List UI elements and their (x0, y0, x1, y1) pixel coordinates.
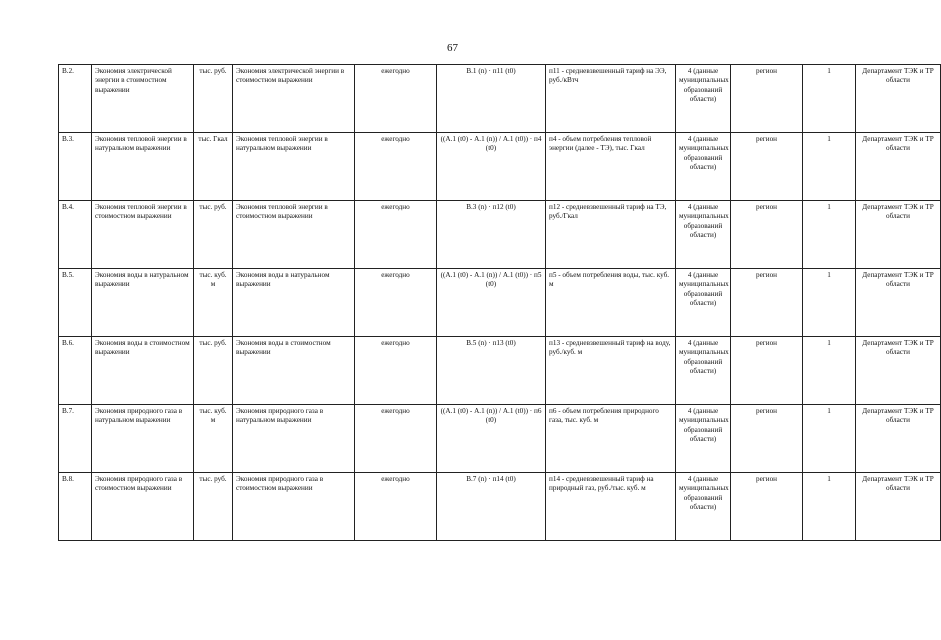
indicator-name-cell: Экономия воды в стоимостном выражении (92, 337, 194, 405)
data-source-cell: 4 (данные муниципальных образований области) (676, 473, 731, 541)
indicator-code-cell: В.6. (59, 337, 92, 405)
indicator-name-cell: Экономия природного газа в стоимостном выражении (92, 473, 194, 541)
unit-of-measure-cell: тыс. куб. м (194, 405, 233, 473)
territorial-level-cell: регион (731, 201, 803, 269)
data-source-cell: 4 (данные муниципальных образований области) (676, 269, 731, 337)
variable-definition-cell: п4 - объем потребления тепловой энергии (далее - ТЭ), тыс. Гкал (546, 133, 676, 201)
table-row (59, 201, 941, 269)
calculation-formula-cell: ((А.1 (t0) - А.1 (n)) / А.1 (t0)) · п6 (t0) (437, 405, 546, 473)
responsible-body-cell: Департамент ТЭК и ТР области (856, 405, 941, 473)
update-frequency-cell: ежегодно (355, 65, 437, 133)
table-row (59, 405, 941, 473)
indicator-count-cell: 1 (803, 405, 856, 473)
calculation-formula-cell: В.3 (n) · п12 (t0) (437, 201, 546, 269)
calculation-formula-cell: В.7 (n) · п14 (t0) (437, 473, 546, 541)
indicator-description-cell: Экономия воды в стоимостном выражении (233, 337, 355, 405)
indicator-count-cell: 1 (803, 133, 856, 201)
indicator-code-cell: В.8. (59, 473, 92, 541)
responsible-body-cell: Департамент ТЭК и ТР области (856, 201, 941, 269)
unit-of-measure-cell: тыс. руб. (194, 201, 233, 269)
calculation-formula-cell: ((А.1 (t0) - А.1 (n)) / А.1 (t0)) · п5 (t0) (437, 269, 546, 337)
data-source-cell: 4 (данные муниципальных образований области) (676, 337, 731, 405)
indicator-table (58, 64, 941, 541)
territorial-level-cell: регион (731, 133, 803, 201)
indicator-description-cell: Экономия природного газа в стоимостном выражении (233, 473, 355, 541)
territorial-level-cell: регион (731, 65, 803, 133)
unit-of-measure-cell: тыс. Гкал (194, 133, 233, 201)
unit-of-measure-cell: тыс. руб. (194, 65, 233, 133)
data-source-cell: 4 (данные муниципальных образований области) (676, 405, 731, 473)
variable-definition-cell: п6 - объем потребления природного газа, тыс. куб. м (546, 405, 676, 473)
indicator-description-cell: Экономия воды в натуральном выражении (233, 269, 355, 337)
data-source-cell: 4 (данные муниципальных образований области) (676, 133, 731, 201)
indicator-code-cell: В.5. (59, 269, 92, 337)
variable-definition-cell: п11 - средневзвешенный тариф на ЭЭ, руб./кВтч (546, 65, 676, 133)
indicator-name-cell: Экономия электрической энергии в стоимостном выражении (92, 65, 194, 133)
variable-definition-cell: п13 - средневзвешенный тариф на воду, руб./куб. м (546, 337, 676, 405)
indicator-name-cell: Экономия природного газа в натуральном выражении (92, 405, 194, 473)
table-row (59, 65, 941, 133)
indicator-count-cell: 1 (803, 201, 856, 269)
calculation-formula-cell: В.1 (n) · п11 (t0) (437, 65, 546, 133)
table-row (59, 133, 941, 201)
variable-definition-cell: п5 - объем потребления воды, тыс. куб. м (546, 269, 676, 337)
table-row (59, 269, 941, 337)
update-frequency-cell: ежегодно (355, 133, 437, 201)
calculation-formula-cell: ((А.1 (t0) - А.1 (n)) / А.1 (t0)) · п4 (t0) (437, 133, 546, 201)
indicator-name-cell: Экономия воды в натуральном выражении (92, 269, 194, 337)
territorial-level-cell: регион (731, 473, 803, 541)
indicator-name-cell: Экономия тепловой энергии в стоимостном выражении (92, 201, 194, 269)
data-source-cell: 4 (данные муниципальных образований области) (676, 201, 731, 269)
responsible-body-cell: Департамент ТЭК и ТР области (856, 269, 941, 337)
responsible-body-cell: Департамент ТЭК и ТР области (856, 65, 941, 133)
unit-of-measure-cell: тыс. руб. (194, 473, 233, 541)
calculation-formula-cell: В.5 (n) · п13 (t0) (437, 337, 546, 405)
indicator-code-cell: В.7. (59, 405, 92, 473)
unit-of-measure-cell: тыс. куб. м (194, 269, 233, 337)
responsible-body-cell: Департамент ТЭК и ТР области (856, 337, 941, 405)
indicator-code-cell: В.2. (59, 65, 92, 133)
update-frequency-cell: ежегодно (355, 201, 437, 269)
variable-definition-cell: п12 - средневзвешенный тариф на ТЭ, руб./Гкал (546, 201, 676, 269)
indicator-count-cell: 1 (803, 269, 856, 337)
indicator-count-cell: 1 (803, 337, 856, 405)
responsible-body-cell: Департамент ТЭК и ТР области (856, 473, 941, 541)
table-row (59, 337, 941, 405)
indicator-description-cell: Экономия тепловой энергии в натуральном выражении (233, 133, 355, 201)
table-row (59, 473, 941, 541)
territorial-level-cell: регион (731, 405, 803, 473)
indicator-description-cell: Экономия природного газа в натуральном выражении (233, 405, 355, 473)
update-frequency-cell: ежегодно (355, 337, 437, 405)
unit-of-measure-cell: тыс. руб. (194, 337, 233, 405)
data-source-cell: 4 (данные муниципальных образований области) (676, 65, 731, 133)
update-frequency-cell: ежегодно (355, 405, 437, 473)
page-number: 67 (447, 42, 458, 54)
indicator-code-cell: В.3. (59, 133, 92, 201)
indicator-count-cell: 1 (803, 473, 856, 541)
territorial-level-cell: регион (731, 269, 803, 337)
responsible-body-cell: Департамент ТЭК и ТР области (856, 133, 941, 201)
indicator-name-cell: Экономия тепловой энергии в натуральном выражении (92, 133, 194, 201)
indicator-code-cell: В.4. (59, 201, 92, 269)
territorial-level-cell: регион (731, 337, 803, 405)
indicator-description-cell: Экономия электрической энергии в стоимостном выражении (233, 65, 355, 133)
update-frequency-cell: ежегодно (355, 473, 437, 541)
indicator-description-cell: Экономия тепловой энергии в стоимостном выражении (233, 201, 355, 269)
variable-definition-cell: п14 - средневзвешенный тариф на природный газ, руб./тыс. куб. м (546, 473, 676, 541)
update-frequency-cell: ежегодно (355, 269, 437, 337)
indicator-count-cell: 1 (803, 65, 856, 133)
table-body (59, 65, 941, 541)
